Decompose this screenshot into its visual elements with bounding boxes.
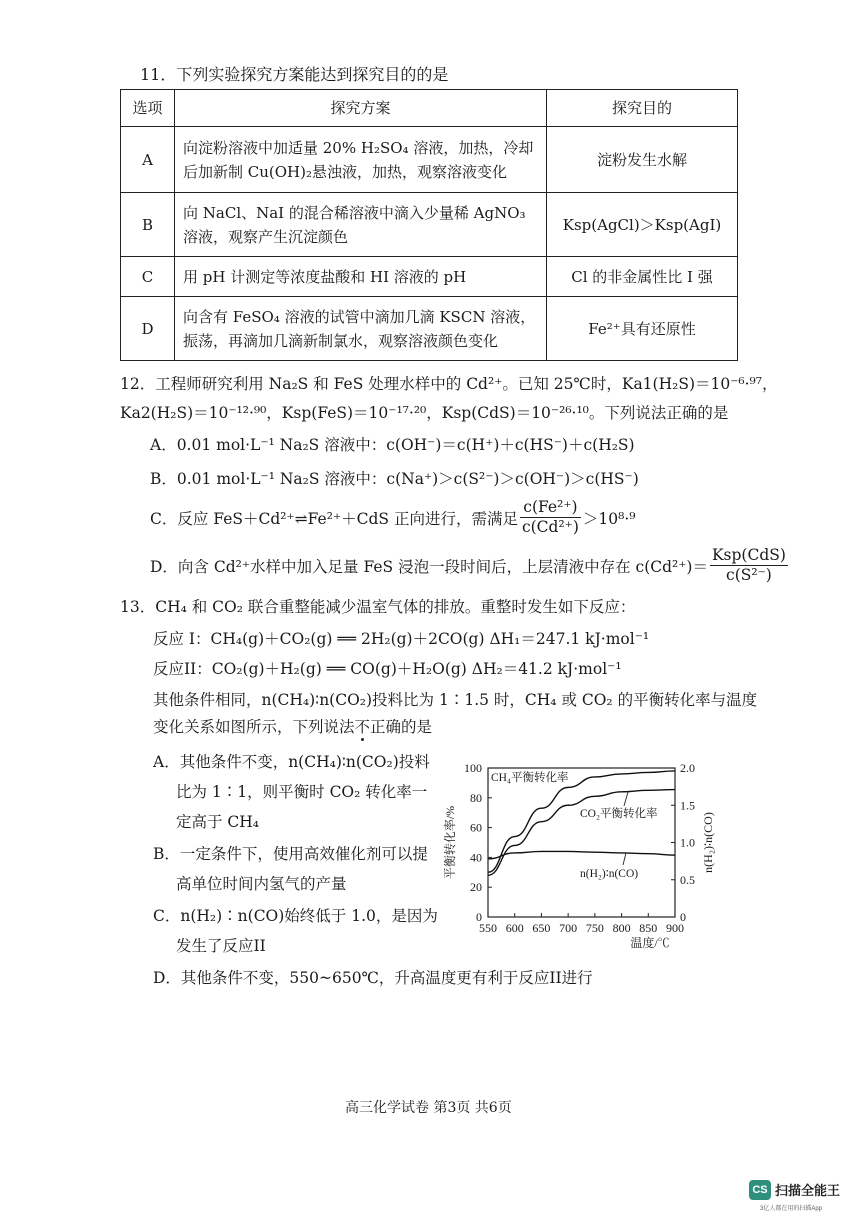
q13-option-a-line1: A．其他条件不变，n(CH₄)∶n(CO₂)投料 (153, 753, 430, 771)
x-tick-label: 800 (612, 921, 631, 935)
series-line-2 (488, 790, 675, 876)
emphasis-not: 不 (354, 718, 371, 736)
row-goal: Fe²⁺具有还原性 (547, 297, 738, 361)
q12-option-c (150, 498, 635, 538)
series-line-1 (488, 771, 675, 872)
q12-stem-line1: 12．工程师研究利用 Na₂S 和 FeS 处理水样中的 Cd²⁺。已知 25℃时，Ka1(H₂S)＝10⁻⁶·⁹⁷， (120, 375, 778, 393)
y-right-tick-label: 0 (680, 910, 686, 924)
y-left-axis-title: 平衡转化率/% (443, 805, 457, 880)
y-right-tick-label: 2.0 (680, 761, 695, 775)
q13-option-c-line2: 发生了反应II (176, 937, 266, 955)
table-row (121, 127, 738, 193)
page-footer: 高三化学试卷 第3页 共6页 (345, 1100, 512, 1116)
q12-option-b: B．0.01 mol·L⁻¹ Na₂S 溶液中：c(Na⁺)＞c(S²⁻)＞c(OH⁻)＞c(HS⁻) (150, 470, 639, 488)
q13-reaction-2: 反应II：CO₂(g)＋H₂(g) ══ CO(g)＋H₂O(g) ΔH₂＝41.2 kJ·mol⁻¹ (153, 660, 622, 678)
y-right-axis-title: n(H₂)∶n(CO) (701, 812, 715, 873)
table-header-plan: 探究方案 (175, 90, 547, 127)
y-right-tick-label: 1.0 (680, 835, 695, 850)
fraction-denominator: c(S²⁻) (726, 566, 772, 585)
row-plan: 向含有 FeSO₄ 溶液的试管中滴加几滴 KSCN 溶液，振荡，再滴加几滴新制氯水，观察溶液颜色变化 (175, 297, 547, 361)
row-plan: 向淀粉溶液中加适量 20% H₂SO₄ 溶液，加热，冷却后加新制 Cu(OH)₂悬浊液，加热，观察溶液变化 (175, 127, 547, 193)
y-left-tick-label: 0 (476, 910, 482, 924)
row-option: C (121, 257, 175, 297)
q12-stem-line2: Ka2(H₂S)＝10⁻¹²·⁹⁰，Ksp(FeS)＝10⁻¹⁷·²⁰，Ksp(CdS)＝10⁻²⁶·¹⁰。下列说法正确的是 (120, 404, 729, 422)
x-tick-label: 900 (666, 921, 684, 935)
x-axis-title: 温度/℃ (630, 936, 670, 950)
q13-option-a-line2: 比为 1∶1，则平衡时 CO₂ 转化率一 (176, 783, 428, 801)
q11-table (120, 89, 738, 361)
q13-option-b-line1: B．一定条件下，使用高效催化剂可以提 (153, 845, 428, 863)
row-option: B (121, 193, 175, 257)
y-left-tick-label: 100 (464, 761, 482, 775)
option-c-fraction (520, 498, 581, 538)
series-label-ratio: n(H₂)∶n(CO) (580, 868, 639, 880)
table-header-row (121, 90, 738, 127)
table-row (121, 257, 738, 297)
q13-reaction-1: 反应 I：CH₄(g)＋CO₂(g) ══ 2H₂(g)＋2CO(g) ΔH₁＝247.1 kJ·mol⁻¹ (153, 630, 650, 648)
x-tick-label: 850 (639, 921, 658, 935)
q13-question-line (153, 715, 432, 737)
scanner-app-name: 扫描全能王 (775, 1183, 841, 1198)
table-header-option: 选项 (121, 90, 175, 127)
row-goal: Cl 的非金属性比 I 强 (547, 257, 738, 297)
q13-option-d: D．其他条件不变，550~650℃，升高温度更有利于反应II进行 (153, 969, 593, 987)
y-right-tick-label: 1.5 (680, 798, 695, 813)
fraction-numerator: c(Fe²⁺) (520, 498, 581, 518)
y-left-tick-label: 80 (470, 790, 482, 805)
row-plan: 用 pH 计测定等浓度盐酸和 HI 溶液的 pH (175, 257, 547, 297)
fraction-numerator: Ksp(CdS) (710, 546, 788, 566)
series-label-co2-pointer (624, 792, 628, 806)
option-d-text: D．向含 Cd²⁺水样中加入足量 FeS 浸泡一段时间后，上层清液中存在 c(Cd²⁺)＝ (150, 557, 708, 576)
x-tick-label: 600 (505, 921, 524, 935)
chart-lines (488, 771, 675, 875)
q13-option-b-line2: 高单位时间内氢气的产量 (176, 875, 347, 893)
x-tick-label: 550 (479, 921, 497, 935)
y-left-tick-label: 20 (470, 880, 482, 895)
q13-stem: 13．CH₄ 和 CO₂ 联合重整能减少温室气体的排放。重整时发生如下反应： (120, 598, 636, 616)
x-tick-label: 650 (532, 921, 551, 935)
table-header-goal: 探究目的 (547, 90, 738, 127)
row-plan: 向 NaCl、NaI 的混合稀溶液中滴入少量稀 AgNO₃ 溶液，观察产生沉淀颜色 (175, 193, 547, 257)
x-tick-label: 700 (559, 921, 578, 935)
series-label-co2: CO₂平衡转化率 (580, 808, 658, 820)
q12-option-a: A．0.01 mol·L⁻¹ Na₂S 溶液中：c(OH⁻)＝c(H⁺)＋c(HS⁻)＋c(H₂S) (150, 436, 635, 454)
option-c-text: C．反应 FeS＋Cd²⁺⇌Fe²⁺＋CdS 正向进行，需满足 (150, 509, 518, 528)
series-label-ratio-pointer (623, 853, 626, 865)
q13-option-c-line1: C．n(H₂)∶n(CO)始终低于 1.0，是因为 (153, 907, 438, 925)
row-goal: 淀粉发生水解 (547, 127, 738, 193)
table-row (121, 193, 738, 257)
conversion-chart (430, 752, 720, 962)
row-option: D (121, 297, 175, 361)
x-tick-label: 750 (585, 921, 604, 935)
q13-option-a-line3: 定高于 CH₄ (176, 813, 260, 831)
q13-condition-line: 其他条件相同，n(CH₄)∶n(CO₂)投料比为 1∶1.5 时，CH₄ 或 CO₂ 的平衡转化率与温度 (153, 691, 758, 709)
q11-title: 11．下列实验探究方案能达到探究目的的是 (140, 65, 449, 84)
option-c-condition: ＞10⁸·⁹ (582, 509, 636, 528)
fraction-denominator: c(Cd²⁺) (521, 518, 579, 537)
scanner-logo-icon: CS (749, 1180, 771, 1200)
y-right-tick-label: 0.5 (680, 872, 695, 887)
q12-option-d (150, 546, 790, 586)
question-text-pre: 变化关系如图所示，下列说法 (153, 718, 355, 736)
y-left-tick-label: 40 (470, 850, 482, 865)
series-line-3 (488, 851, 675, 858)
y-left-tick-label: 60 (470, 820, 482, 835)
table-row (121, 297, 738, 361)
scanner-app-tagline: 3亿人都在用的扫描App (760, 1206, 823, 1212)
chart-ticks (464, 761, 695, 935)
series-label-ch4: CH₄平衡转化率 (491, 772, 569, 784)
row-option: A (121, 127, 175, 193)
question-text-post: 正确的是 (370, 718, 433, 736)
option-d-fraction (710, 546, 788, 586)
row-goal: Ksp(AgCl)＞Ksp(AgI) (547, 193, 738, 257)
